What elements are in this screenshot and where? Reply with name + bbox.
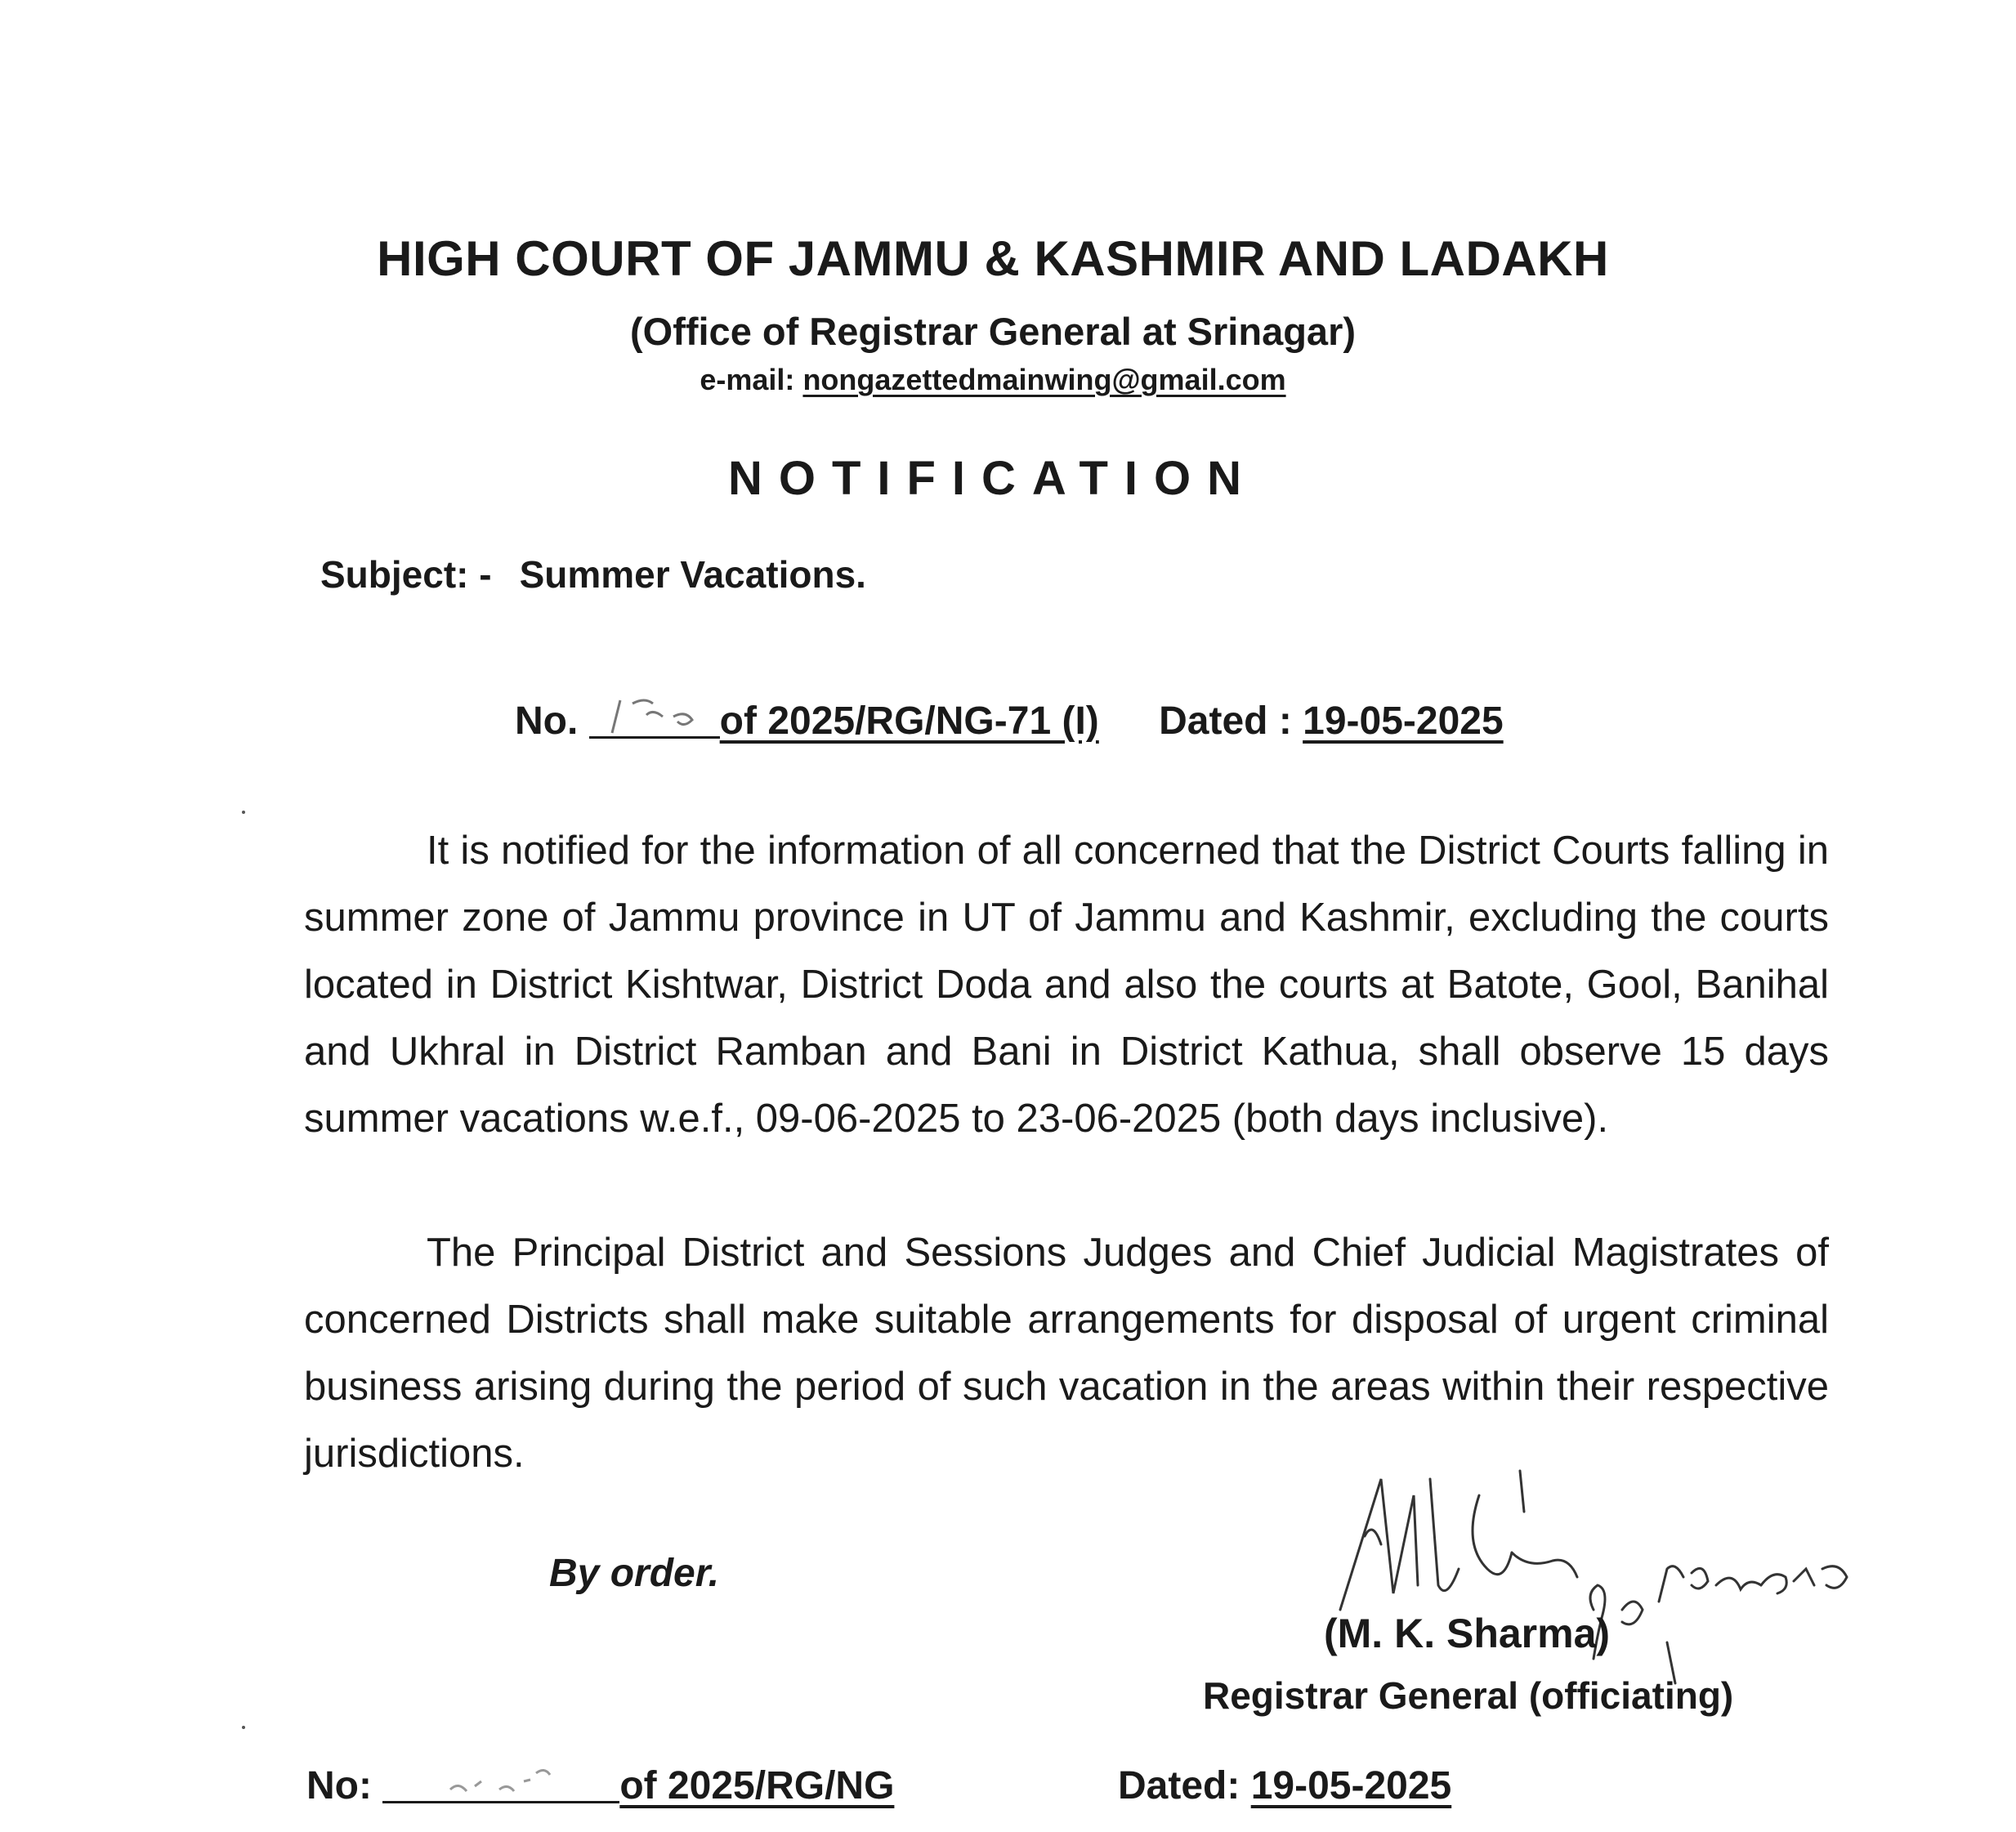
- email-line: [0, 363, 1986, 397]
- footer-handwritten-number: [382, 1768, 619, 1803]
- by-order: By order.: [549, 1552, 720, 1595]
- handwritten-scribble-icon: [596, 692, 710, 741]
- signer-name: (M. K. Sharma): [1324, 1611, 1611, 1656]
- reference-line: [515, 699, 1504, 744]
- signer-title: Registrar General (officiating): [1203, 1674, 1734, 1717]
- reference-dated-label: Dated :: [1159, 699, 1303, 743]
- footer-suffix: of 2025/RG/NG: [619, 1764, 895, 1807]
- body-paragraph-2: The Principal District and Sessions Judges and Chief Judicial Magistrates of concerned Districts shall make suitable arrangements for disposal of urgent criminal business arising during the period of such vacation in the areas within their respective jurisdictions.: [304, 1231, 1829, 1476]
- scan-speck: [242, 811, 245, 814]
- court-name: HIGH COURT OF JAMMU & KASHMIR AND LADAKH: [377, 231, 1609, 286]
- reference-suffix: of 2025/RG/NG-71 (I): [719, 699, 1099, 743]
- footer-scribble-icon: [389, 1757, 610, 1806]
- scan-speck: [242, 1726, 245, 1729]
- body-paragraph-1: It is notified for the information of all concerned that the District Courts falling in summer zone of Jammu province in UT of Jammu and Kashmir, excluding the courts located in District Kishtwar, District Doda and also the courts at Batote, Gool, Banihal and Ukhral in District Ramban and Bani in District Kathua, shall observe 15 days summer vacations w.e.f., 09-06-2025 to 23-06-2025 (both days inclusive).: [304, 829, 1829, 1141]
- subject-label: Subject: -: [320, 553, 492, 596]
- footer-no-label: No:: [306, 1764, 372, 1807]
- email-label: e-mail:: [700, 363, 803, 396]
- footer-date: 19-05-2025: [1250, 1764, 1452, 1807]
- reference-date: 19-05-2025: [1303, 699, 1504, 743]
- footer-dated: [1118, 1763, 1451, 1808]
- reference-no-label: No.: [515, 699, 579, 743]
- footer-dated-label: Dated:: [1118, 1764, 1251, 1807]
- subject-line: [320, 552, 866, 597]
- subject-value: Summer Vacations.: [519, 553, 866, 596]
- handwritten-number: [589, 704, 720, 739]
- signature-icon: [1316, 1446, 1953, 1708]
- footer-reference: [306, 1763, 894, 1808]
- notification-heading: NOTIFICATION: [727, 452, 1258, 505]
- email-address-link[interactable]: nongazettedmainwing@gmail.com: [802, 363, 1286, 396]
- office-line: (Office of Registrar General at Srinagar): [629, 310, 1357, 353]
